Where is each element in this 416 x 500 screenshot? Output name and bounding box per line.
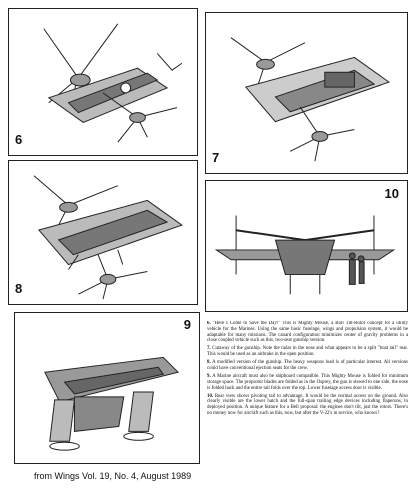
caption-paragraph-10: 10. Rear view shows pivoting tail to advantage. It would be the normal access on the ground. Also clearly visible are the lower hatch and the full-span trailing edge devices including flaperons, in deployed position. A unique feature for a Bell proposal: the engines don't tilt, just the rotors. There's no money now for aircraft such as this, now, but after the V-22's in service, who knows? xyxy=(207,393,408,416)
caption-text xyxy=(207,321,408,469)
panel-number: 9 xyxy=(183,317,191,332)
caption-paragraph-9: 9. A Marine aircraft must also be shipboard compatible. This Mighty Mouse is folded for minimum storage space. The proprotor blades are folded as in the Osprey, the gun is slewed to one side, the nose is folded back and the entire tail folds over the top. Lower fuselage access door is visible. xyxy=(207,373,408,391)
source-credit: from Wings Vol. 19, No. 4, August 1989 xyxy=(34,471,192,481)
panel-number: 8 xyxy=(15,281,23,296)
caption-paragraph-6: 6. "Here I Come to Save the Day!" This is Mighty Mouse, a Boll Tilt-Rotor concept for a utility vehicle for the Marines. Using the same basic fuselage, wings and propulsion system, it would be adaptable for many missions. The canard configuration minimizes center of gravity problems in a close coupled vehicle such as this, two-seat gunship version. xyxy=(207,321,408,344)
caption-paragraph-8: 8. A modified version of the gunship. The heavy weapons load is of particular interest. All versions could have conventional ejection seats for the crew. xyxy=(207,360,408,371)
panel-number: 6 xyxy=(15,132,23,147)
illustration-panel-7 xyxy=(205,12,408,174)
panel-number: 7 xyxy=(212,150,220,165)
folded-storage-drawing xyxy=(15,313,199,463)
rear-view-tail-drawing xyxy=(206,181,407,311)
modified-gunship-drawing xyxy=(9,161,197,304)
illustration-panel-8 xyxy=(8,160,198,305)
tiltrotor-gunship-drawing xyxy=(9,9,197,155)
panel-number: 10 xyxy=(384,186,399,201)
tiltrotor-cutaway-drawing xyxy=(206,13,407,173)
illustration-panel-6 xyxy=(8,8,198,156)
caption-paragraph-7: 7. Cutaway of the gunship. Note the radar in the nose and what appears to be a split "boat tail" rear. This would be used as an airbrake in the open position. xyxy=(207,346,408,358)
illustration-panel-10 xyxy=(205,180,408,312)
illustration-panel-9 xyxy=(14,312,200,464)
